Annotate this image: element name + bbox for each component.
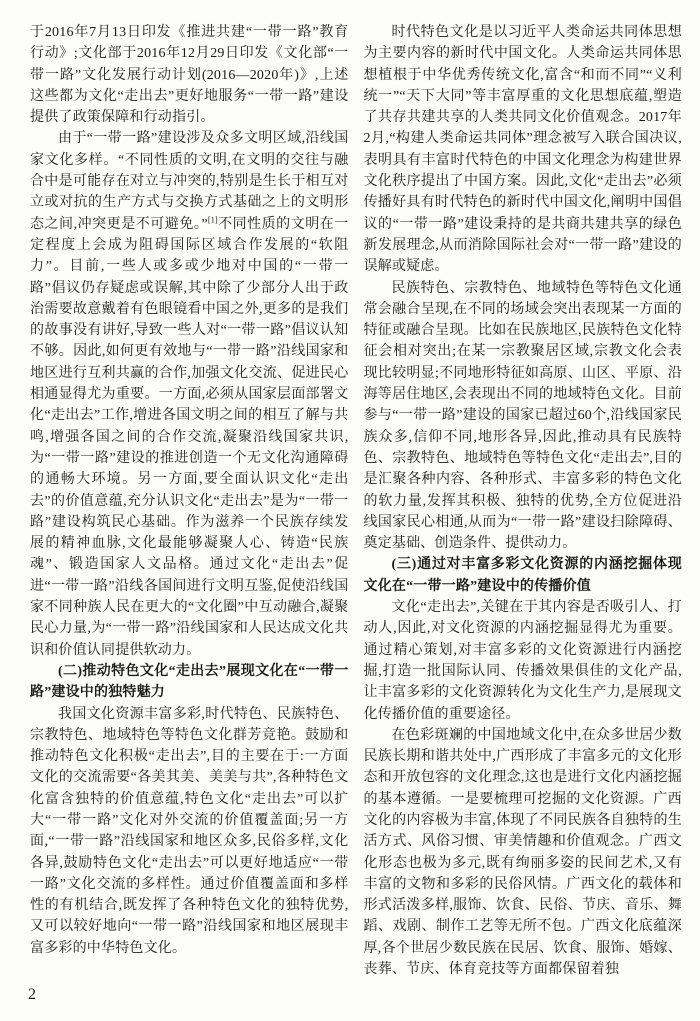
paragraph bbox=[30, 128, 349, 660]
paragraph: 在色彩斑斓的中国地域文化中,在众多世居少数民族长期和谐共处中,广西形成了丰富多元的文化形态和开放包容的文化理念,这也是进行文化内涵挖掘的基本遵循。一是要梳理可挖掘的文化资源。广西文化的内容极为丰富,体现了不同民族各自独特的生活方式、风俗习惯、审美情趣和价值观念。广西文化形态也极为多元,既有绚丽多姿的民间艺术,又有丰富的文物和多彩的民俗风情。广西文化的载体和形式活泼多样,服饰、饮食、民俗、节庆、音乐、舞蹈、戏剧、制作工艺等无所不包。广西文化底蕴深厚,各个世居少数民族在民居、饮食、服饰、婚嫁、丧葬、节庆、体育竞技等方面都保留着独 bbox=[363, 727, 682, 978]
footnote-ref: [1] bbox=[207, 214, 218, 225]
paragraph: 时代特色文化是以习近平人类命运共同体思想为主要内容的新时代中国文化。人类命运共同体思想植根于中华优秀传统文化,富含“和而不同”“义利统一”“天下大同”等丰富厚重的文化思想底蕴,塑造了共存共建共享的人类共同文化价值观念。2017年2月,“构建人类命运共同体”理念被写入联合国决议,表明具有丰富时代特色的中国文化理念为构建世界文化秩序提出了中国方案。因此,文化“走出去”必须传播好具有时代特色的新时代中国文化,阐明中国倡议的“一带一路”建设秉持的是共商共建共享的绿色新发展理念,从而消除国际社会对“一带一路”建设的误解或疑虑。 bbox=[363, 25, 682, 275]
paragraph: 文化“走出去”,关键在于其内容是否吸引人、打动人,因此,对文化资源的内涵挖掘显得尤为重要。通过精心策划,对丰富多彩的文化资源进行内涵挖掘,打造一批国际认同、传播效果俱佳的文化产品,让丰富多彩的文化资源转化为文化生产力,是展现文化传播价值的重要途径。 bbox=[363, 600, 682, 722]
section-heading: (二)推动特色文化“走出去”展现文化在“一带一路”建设中的独特魅力 bbox=[30, 663, 349, 701]
left-column bbox=[30, 22, 349, 980]
paragraph-continuation: 于2016年7月13日印发《推进共建“一带一路”教育行动》;文化部于2016年12月29日印发《文化部“一带一路”文化发展行动计划(2016—2020年)》,上述这些都为文化“走出去”更好地服务“一带一路”建设提供了政策保障和行动指引。 bbox=[30, 25, 349, 126]
section-heading: (三)通过对丰富多彩文化资源的内涵挖掘体现文化在“一带一路”建设中的传播价值 bbox=[363, 557, 682, 594]
two-column-text-area bbox=[30, 22, 682, 980]
right-column bbox=[364, 22, 683, 980]
paragraph: 我国文化资源丰富多彩,时代特色、民族特色、宗教特色、地域特色等特色文化群芳竞艳。鼓励和推动特色文化积极“走出去”,目的主要在于:一方面文化的交流需要“各美其美、美美与共”,各种特色文化富含独特的价值意蕴,特色文化“走出去”可以扩大“一带一路”文化对外交流的价值覆盖面;另一方面,“一带一路”沿线国家和地区众多,民俗多样,文化各异,鼓励特色文化“走出去”可以更好地适应“一带一路”文化交流的多样性。通过价值覆盖面和多样性的有机结合,既发挥了各种特色文化的独特优势,又可以较好地向“一带一路”沿线国家和地区展现丰富多彩的中华特色文化。 bbox=[30, 706, 349, 956]
paragraph-text-before-footnote: 由于“一带一路”建设涉及众多文明区域,沿线国家文化多样。“不同性质的文明,在文明的交往与融合中是可能存在对立与冲突的,特别是生长于相互对立或对抗的生产方式与交换方式基础之上的文明形态之间,冲突更是不可避免。” bbox=[30, 131, 349, 232]
paragraph-text-after-footnote: 不同性质的文明在一定程度上会成为阻碍国际区域合作发展的“软阻力”。目前,一些人或多或少地对中国的“一带一路”倡议仍存疑虑或误解,其中除了少部分人出于政治需要故意戴着有色眼镜看中国之外,更多的是我们的故事没有讲好,导致一些人对“一带一路”倡议认知不够。因此,如何更有效地与“一带一路”沿线国家和地区进行互利共赢的合作,加强文化交流、促进民心相通显得尤为重要。一方面,必须从国家层面部署文化“走出去”工作,增进各国文明之间的相互了解与共鸣,增强各国之间的合作交流,凝聚沿线国家共识,为“一带一路”建设的推进创造一个无文化沟通障碍的通畅大环境。另一方面,要全面认识文化“走出去”的价值意蕴,充分认识文化“走出去”是为“一带一路”建设构筑民心基础。作为滋养一个民族存续发展的精神血脉,文化最能够凝聚人心、铸造“民族魂”、锻造国家人文品格。通过文化“走出去”促进“一带一路”沿线各国间进行文明互鉴,促使沿线国家不同种族人民在更大的“文化圈”中互动融合,凝聚民心力量,为“一带一路”沿线国家和人民达成文化共识和价值认同提供软动力。 bbox=[30, 216, 349, 658]
page-number: 2 bbox=[28, 986, 36, 1003]
paragraph: 民族特色、宗教特色、地域特色等特色文化通常会融合呈现,在不同的场域会突出表现某一方面的特征或融合呈现。比如在民族地区,民族特色文化特征会相对突出;在某一宗教聚居区域,宗教文化会表现比较明显;不同地形特征如高原、山区、平原、沿海等居住地区,会表现出不同的地域特色文化。目前参与“一带一路”建设的国家已超过60个,沿线国家民族众多,信仰不同,地形各异,因此,推动具有民族特色、宗教特色、地域特色等特色文化“走出去”,目的是汇聚各种内容、各种形式、丰富多彩的特色文化的软力量,发挥其积极、独特的优势,全方位促进沿线国家民心相通,从而为“一带一路”建设扫除障碍、奠定基础、创造条件、提供动力。 bbox=[363, 280, 682, 552]
